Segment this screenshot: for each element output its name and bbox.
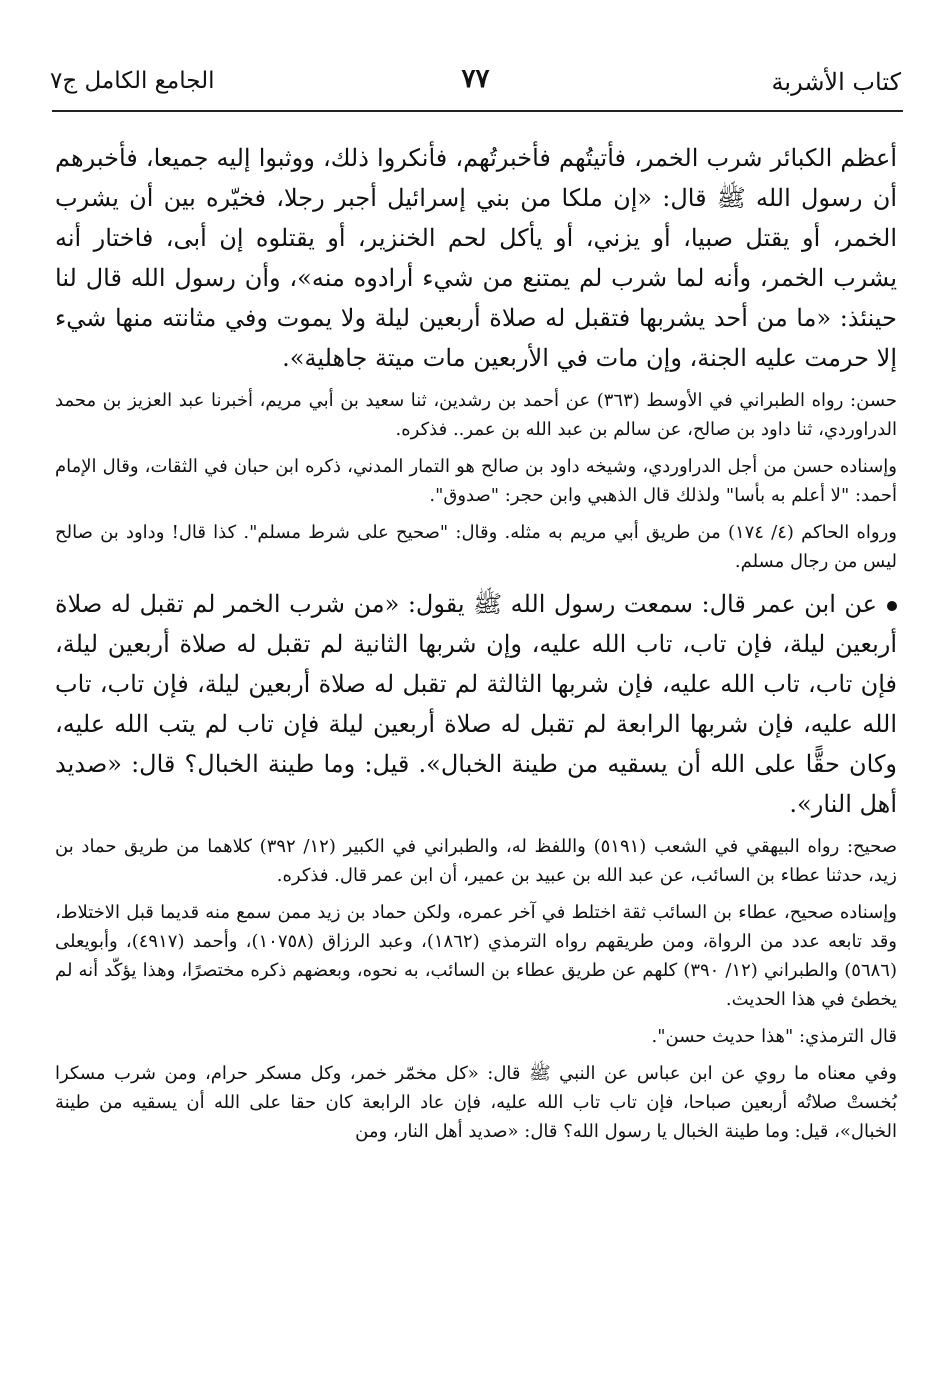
hadith-ibn-umar	[55, 584, 897, 824]
header-divider	[52, 110, 903, 112]
page-number: ٧٧	[461, 64, 490, 94]
takhrij-note: صحيح: رواه البيهقي في الشعب (٥١٩١) واللفظ له، والطبراني في الكبير (١٢/ ٣٩٢) كلاهما من طريق حماد بن زيد، حدثنا عطاء بن السائب، عن عبد الله بن عبيد بن عمير، أن ابن عمر قال. فذكره.	[55, 836, 898, 886]
isnad-note: وإسناده صحيح، عطاء بن السائب ثقة اختلط في آخر عمره، ولكن حماد بن زيد ممن سمع منه قديما قبل الاختلاط، وقد تابعه عدد من الرواة، ومن طريقهم رواه الترمذي (١٨٦٢)، وعبد الرزاق (١٠٧٥٨)، وأحمد (٤٩١٧)، وأبويعلى (٥٦٨٦) والطبراني (١٢/ ٣٩٠) كلهم عن طريق عطاء بن السائب، به نحوه، وبعضهم ذكره مختصرًا، وهذا يؤكّد أنه لم يخطئ في هذا الحديث.	[55, 902, 897, 1010]
bullet-icon	[887, 601, 897, 611]
chapter-title: كتاب الأشربة	[771, 68, 901, 96]
isnad-note: وإسناده حسن من أجل الدراوردي، وشيخه داود بن صالح هو التمار المدني، ذكره ابن حبان في الثقات، وقال الإمام أحمد: "لا أعلم به بأسا" ولذلك قال الذهبي وابن حجر: "صدوق".	[55, 456, 897, 506]
tirmidhi-note: قال الترمذي: "هذا حديث حسن".	[651, 1026, 897, 1047]
hakim-note: ورواه الحاكم (٤/ ١٧٤) من طريق أبي مريم به مثله. وقال: "صحيح على شرط مسلم". كذا قال! وداود بن صالح ليس من رجال مسلم.	[55, 522, 897, 572]
page-body	[55, 138, 897, 1154]
hadith-text-continued: أعظم الكبائر شرب الخمر، فأتيتُهم فأخبرتُهم، فأنكروا ذلك، ووثبوا إليه جميعا، فأخبرهم أن رسول الله ﷺ قال: «إن ملكا من بني إسرائيل أجبر رجلا، فخيّره بين أن يشرب الخمر، أو يقتل صبيا، أو يزني، أو يأكل لحم الخنزير، أو يقتلوه إن أبى، فاختار أنه يشرب الخمر، وأنه لما شرب لم يمتنع من شيء أرادوه منه»، وأن رسول الله قال لنا حينئذ: «ما من أحد يشربها فتقبل له صلاة أربعين ليلة ولا يموت وفي مثانته منها شيء إلا حرمت عليه الجنة، وإن مات في الأربعين مات ميتة جاهلية».	[55, 144, 897, 372]
book-title: الجامع الكامل ج٧	[50, 68, 215, 94]
takhrij-note: حسن: رواه الطبراني في الأوسط (٣٦٣) عن أحمد بن رشدين، ثنا سعيد بن أبي مريم، أخبرنا عبد العزيز بن محمد الدراوردي، ثنا داود بن صالح، عن سالم بن عبد الله بن عمر.. فذكره.	[55, 390, 898, 440]
page-header	[50, 62, 901, 106]
hadith-ibn-umar-text: عن ابن عمر قال: سمعت رسول الله ﷺ يقول: «من شرب الخمر لم تقبل له صلاة أربعين ليلة، فإن تاب، تاب الله عليه، وإن شربها الثانية لم تقبل له صلاة أربعين ليلة، فإن تاب، تاب الله عليه، فإن شربها الثالثة لم تقبل له صلاة أربعين ليلة، فإن تاب، تاب الله عليه، فإن شربها الرابعة لم تقبل له صلاة أربعين ليلة فإن تاب لم يتب الله عليه، وكان حقًّا على الله أن يسقيه من طينة الخبال». قيل: وما طينة الخبال؟ قال: «صديد أهل النار».	[55, 590, 898, 818]
related-narration-note: وفي معناه ما روي عن ابن عباس عن النبي ﷺ قال: «كل مخمّر خمر، وكل مسكر حرام، ومن شرب مسكرا بُخستْ صلاتُه أربعين صباحا، فإن تاب تاب الله عليه، فإن عاد الرابعة كان حقا على الله أن يسقيه من طينة الخبال»، قيل: وما طينة الخبال يا رسول الله؟ قال: «صديد أهل النار، ومن	[55, 1063, 897, 1142]
